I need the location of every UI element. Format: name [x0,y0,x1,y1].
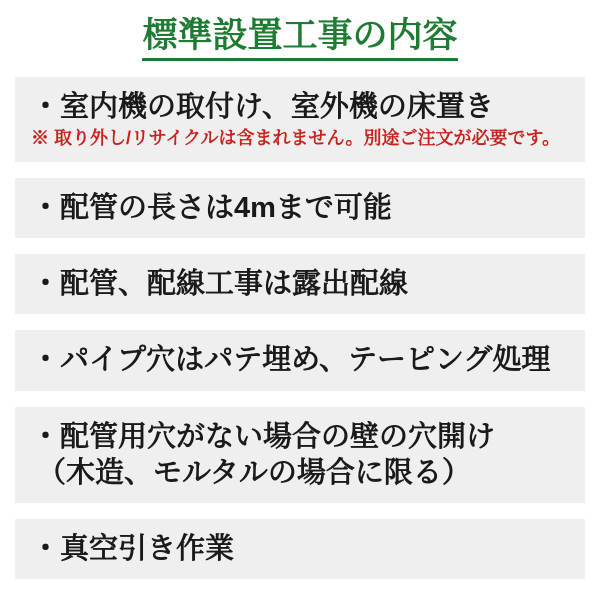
bullet-glyph: ・ [31,91,61,123]
list-item [15,254,585,314]
list-item [15,77,585,162]
bullet-glyph: ・ [31,268,61,300]
list-item [15,178,585,238]
item-text: 配管、配線工事は露出配線 [60,268,409,300]
item-text: パイプ穴はパテ埋め、テーピング処理 [60,344,551,377]
list-item [15,407,585,504]
item-text-line [31,531,569,567]
item-text: 真空引き作業 [60,533,235,565]
item-text: 配管の長さは4mまで可能 [60,191,392,224]
page-title: 標準設置工事の内容 [142,15,457,61]
item-text-line [31,190,569,226]
item-text-continued: （木造、モルタルの場合に限る） [37,456,471,489]
bullet-glyph: ・ [31,533,61,565]
item-text: 室内機の取付け、室外機の床置き [60,91,494,123]
item-text-line [31,342,569,378]
bullet-glyph: ・ [31,344,61,377]
list-item [15,519,585,579]
item-warning-note: ※ 取り外し/リサイクルは含まれません。別途ご注文が必要です。 [31,128,561,149]
page-title-wrap [0,0,600,61]
list-item [15,330,585,390]
item-text-line [31,266,569,302]
bullet-glyph: ・ [31,191,61,224]
item-text: 配管用穴がない場合の壁の穴開け [60,420,496,453]
item-text-line [31,89,569,125]
items-list [0,77,600,579]
item-text-line [31,419,569,455]
bullet-glyph: ・ [31,420,61,453]
